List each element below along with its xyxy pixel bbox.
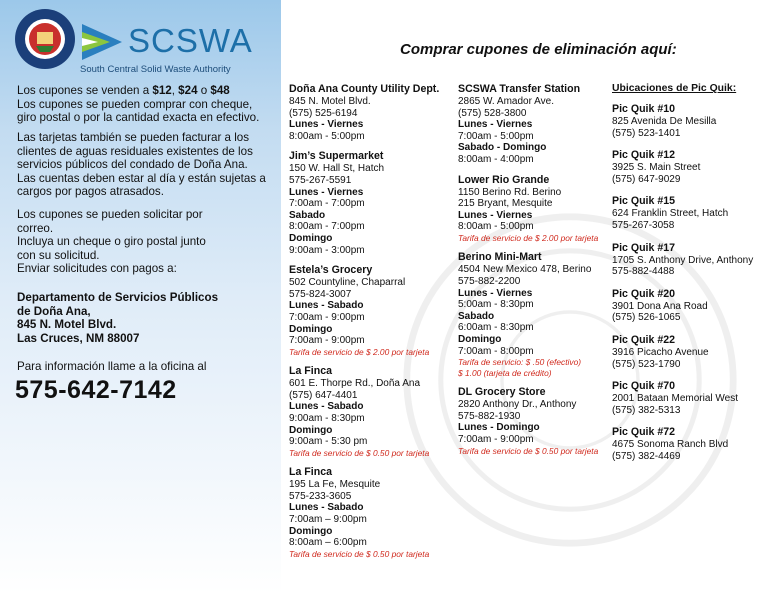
location-detail: 575-882-4488: [612, 266, 675, 278]
location-detail: 7:00am - 9:00pm: [289, 311, 365, 323]
hours-label: Sabado: [289, 209, 326, 221]
location-entry: [289, 83, 469, 142]
location-detail: 1705 S. Anthony Drive, Anthony: [612, 254, 754, 266]
hours-label: Lunes - Sabado: [289, 300, 364, 312]
location-detail: 7:00am - 5:00pm: [458, 130, 534, 142]
locations-column-2: [458, 83, 638, 464]
price-line: [17, 84, 230, 98]
hours-label: Lunes - Viernes: [289, 119, 364, 131]
location-name: Lower Rio Grande: [458, 173, 550, 186]
location-entry: [458, 174, 638, 244]
location-detail: (575) 647-4401: [289, 389, 358, 401]
location-detail: 575-882-2200: [458, 276, 521, 288]
location-entry: [612, 334, 768, 370]
location-name: Pic Quik #17: [612, 241, 676, 254]
location-detail: 7:00am - 9:00pm: [458, 433, 534, 445]
location-detail: 4504 New Mexico 478, Berino: [458, 264, 592, 276]
info-panel: [0, 0, 281, 594]
location-detail: 3901 Dona Ana Road: [612, 300, 708, 312]
location-detail: 3925 S. Main Street: [612, 162, 701, 174]
location-entry: [612, 103, 768, 139]
location-name: Berino Mini-Mart: [458, 251, 542, 264]
location-name: SCSWA Transfer Station: [458, 83, 581, 95]
location-detail: 575-267-3058: [612, 219, 675, 231]
location-name: Pic Quik #15: [612, 195, 676, 208]
county-seal-icon: [14, 8, 76, 70]
location-name: La Finca: [289, 466, 332, 479]
location-detail: 8:00am – 6:00pm: [289, 537, 367, 549]
location-name: Estela’s Grocery: [289, 264, 373, 277]
logos: [14, 8, 274, 78]
hours-label: Domingo: [289, 424, 333, 436]
location-detail: 6:00am - 8:30pm: [458, 322, 534, 334]
location-name: Doña Ana County Utility Dept.: [289, 83, 440, 95]
location-detail: 8:00am - 5:00pm: [458, 221, 534, 233]
location-entry: [612, 195, 768, 231]
location-detail: 3916 Picacho Avenue: [612, 346, 709, 358]
service-fee-note: Tarifa de servicio de $ 0.50 por tarjeta: [289, 548, 430, 559]
location-entry: [458, 386, 638, 456]
location-name: DL Grocery Store: [458, 386, 546, 399]
service-fee-note: Tarifa de servicio: $ .50 (efectivo): [458, 357, 582, 368]
hours-label: Lunes - Sabado: [289, 401, 364, 413]
location-detail: 575-824-3007: [289, 288, 352, 300]
location-detail: 575-267-5591: [289, 174, 352, 186]
location-detail: 8:00am - 5:00pm: [289, 130, 365, 142]
location-detail: (575) 525-6194: [289, 107, 358, 119]
location-detail: 575-882-1930: [458, 410, 521, 422]
office-phone[interactable]: 575-642-7142: [15, 376, 177, 404]
location-detail: 624 Franklin Street, Hatch: [612, 208, 729, 220]
locations-column-1: [289, 83, 469, 567]
price-48: $48: [210, 84, 230, 97]
location-detail: 575-233-3605: [289, 490, 352, 502]
location-name: Pic Quik #22: [612, 333, 676, 346]
service-fee-note: Tarifa de servicio de $ 0.50 por tarjeta: [458, 445, 599, 456]
location-detail: 5:00am - 8:30pm: [458, 299, 534, 311]
location-detail: 9:00am - 5:30 pm: [289, 436, 368, 448]
hours-label: Sabado: [458, 310, 495, 322]
service-fee-note: Tarifa de servicio de $ 2.00 por tarjeta: [458, 232, 599, 243]
location-detail: 2001 Bataan Memorial West: [612, 393, 738, 405]
mailing-address: Departamento de Servicios Públicos de Doña Ana, 845 N. Motel Blvd. Las Cruces, NM 88007: [17, 291, 219, 345]
location-entry: [612, 288, 768, 324]
location-detail: 150 W. Hall St, Hatch: [289, 163, 385, 175]
hours-label: Domingo: [289, 232, 333, 244]
location-detail: 9:00am - 8:30pm: [289, 412, 365, 424]
purchase-methods-text: Los cupones se pueden comprar con cheque, giro postal o por la cantidad exacta en efectivo.: [17, 97, 260, 125]
location-name: Pic Quik #20: [612, 287, 676, 300]
location-detail: (575) 382-5313: [612, 404, 681, 416]
location-detail: 7:00am - 7:00pm: [289, 198, 365, 210]
location-detail: (575) 647-9029: [612, 173, 681, 185]
info-text: Para información llame a la oficina al: [17, 360, 207, 373]
location-name: La Finca: [289, 365, 332, 378]
location-entry: [289, 150, 469, 256]
hours-label: Domingo: [289, 525, 333, 537]
location-entry: [289, 466, 469, 559]
price-separator: ,: [171, 84, 179, 97]
location-detail: 9:00am - 3:00pm: [289, 244, 365, 256]
location-detail: 195 La Fe, Mesquite: [289, 479, 381, 491]
location-detail: 4675 Sonoma Ranch Blvd: [612, 439, 729, 451]
price-prefix: Los cupones se venden a: [17, 84, 153, 97]
location-name: Pic Quik #12: [612, 149, 676, 162]
hours-label: Lunes - Sabado: [289, 502, 364, 514]
location-entry: [458, 83, 638, 166]
hours-label: Domingo: [289, 323, 333, 335]
location-entry: [612, 242, 768, 278]
price-12: $12: [152, 84, 172, 97]
hours-label: Lunes - Viernes: [458, 119, 533, 131]
location-name: Jim’s Supermarket: [289, 150, 384, 163]
page-title: Comprar cupones de eliminación aquí:: [400, 41, 677, 58]
location-detail: 825 Avenida De Mesilla: [612, 116, 717, 127]
location-detail: (575) 526-1065: [612, 312, 681, 324]
location-entry: [289, 365, 469, 458]
location-detail: 7:00am – 9:00pm: [289, 514, 367, 526]
hours-label: Lunes - Viernes: [458, 287, 533, 299]
location-detail: 502 Countyline, Chaparral: [289, 277, 406, 289]
location-name: Pic Quik #72: [612, 426, 676, 439]
location-entry: [612, 149, 768, 185]
brand-name: SCSWA: [128, 22, 253, 59]
location-detail: 7:00am - 9:00pm: [289, 335, 365, 347]
location-detail: 8:00am - 7:00pm: [289, 221, 365, 233]
service-fee-note: Tarifa de servicio de $ 2.00 por tarjeta: [289, 346, 430, 357]
location-detail: 601 E. Thorpe Rd., Doña Ana: [289, 378, 421, 390]
location-detail: (575) 523-1790: [612, 358, 681, 370]
location-entry: [612, 380, 768, 416]
mail-order-text: Los cupones se pueden solicitar por correo. Incluya un cheque o giro postal junto con su solicitud. Enviar solicitudes con pagos a:: [17, 208, 206, 276]
brand-subtitle: South Central Solid Waste Authority: [80, 64, 231, 75]
hours-label: Lunes - Viernes: [289, 186, 364, 198]
location-name: Pic Quik #70: [612, 380, 676, 393]
hours-label: Lunes - Viernes: [458, 209, 533, 221]
location-detail: 8:00am - 4:00pm: [458, 153, 534, 165]
hours-label: Domingo: [458, 334, 502, 345]
location-entry: [458, 251, 638, 378]
location-entry: [612, 426, 768, 462]
scswa-logo-icon: [80, 22, 124, 62]
pic-quik-header: Ubicaciones de Pic Quik:: [612, 83, 737, 94]
location-detail: 7:00am - 8:00pm: [458, 345, 534, 357]
location-detail: (575) 528-3800: [458, 107, 527, 119]
location-detail: 1150 Berino Rd. Berino: [458, 186, 562, 198]
location-entry: [289, 264, 469, 357]
service-fee-note: Tarifa de servicio de $ 0.50 por tarjeta: [289, 447, 430, 458]
location-detail: 2820 Anthony Dr., Anthony: [458, 399, 577, 411]
location-detail: 215 Bryant, Mesquite: [458, 198, 553, 210]
location-detail: 845 N. Motel Blvd.: [289, 96, 371, 107]
price-24: $24: [178, 84, 198, 97]
location-detail: 2865 W. Amador Ave.: [458, 96, 554, 107]
location-detail: (575) 523-1401: [612, 127, 681, 139]
service-fee-note: $ 1.00 (tarjeta de crédito): [458, 367, 552, 378]
price-separator: o: [197, 84, 211, 97]
hours-label: Lunes - Domingo: [458, 422, 540, 434]
locations-column-3: [612, 83, 768, 473]
location-detail: (575) 382-4469: [612, 450, 681, 462]
location-name: Pic Quik #10: [612, 103, 676, 115]
hours-label: Sabado - Domingo: [458, 142, 547, 154]
billing-text: Las tarjetas también se pueden facturar a los clientes de aguas residuales existentes de los servicios públicos del condado de Doña Ana. Las cuentas deben estar al día y están sujetas a cargos por pagos atrasados.: [17, 131, 266, 199]
